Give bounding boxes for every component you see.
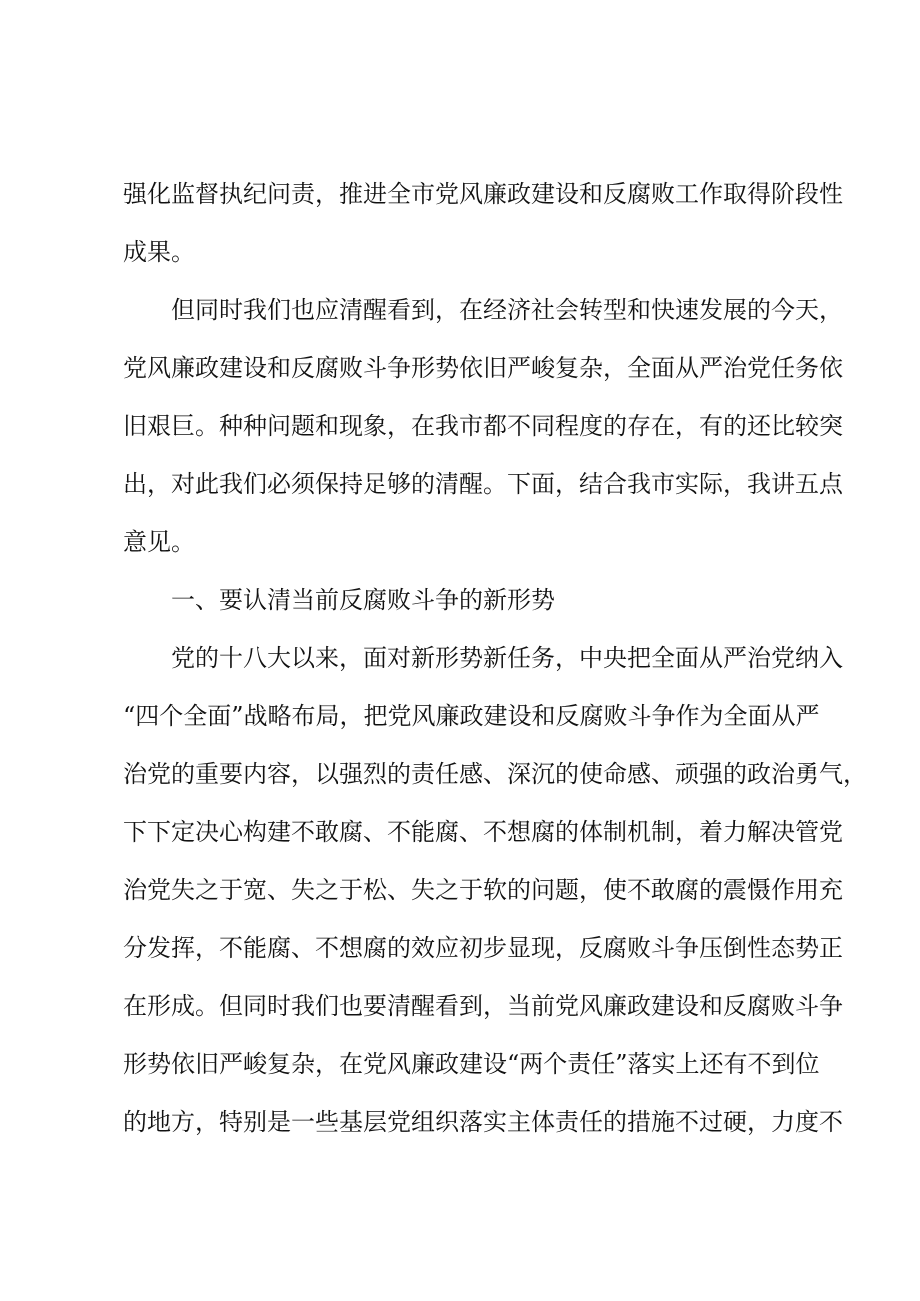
text-line: 下下定决心构建不敢腐、不能腐、不想腐的体制机制，着力解决管党 bbox=[123, 818, 843, 846]
text-line: 旧艰巨。种种问题和现象，在我市都不同程度的存在，有的还比较突 bbox=[123, 412, 843, 440]
text-line: 意见。 bbox=[123, 528, 195, 556]
paragraph-first-line: 党的十八大以来，面对新形势新任务，中央把全面从严治党纳入 bbox=[171, 644, 843, 672]
paragraph-first-line: 但同时我们也应清醒看到，在经济社会转型和快速发展的今天， bbox=[171, 296, 843, 324]
text-line: 分发挥，不能腐、不想腐的效应初步显现，反腐败斗争压倒性态势正 bbox=[123, 934, 843, 962]
text-line: 强化监督执纪问责，推进全市党风廉政建设和反腐败工作取得阶段性 bbox=[123, 180, 843, 208]
text-line: 党风廉政建设和反腐败斗争形势依旧严峻复杂，全面从严治党任务依 bbox=[123, 354, 843, 382]
text-line: 治党的重要内容，以强烈的责任感、深沉的使命感、顽强的政治勇气， bbox=[123, 760, 867, 788]
text-line: “四个全面”战略布局，把党风廉政建设和反腐败斗争作为全面从严 bbox=[123, 702, 820, 730]
text-line: 形势依旧严峻复杂，在党风廉政建设“两个责任”落实上还有不到位 bbox=[123, 1050, 820, 1078]
text-line: 的地方，特别是一些基层党组织落实主体责任的措施不过硬，力度不 bbox=[123, 1108, 843, 1136]
document-body bbox=[123, 165, 867, 1151]
text-line: 治党失之于宽、失之于松、失之于软的问题，使不敢腐的震慑作用充 bbox=[123, 876, 843, 904]
text-line: 出，对此我们必须保持足够的清醒。下面，结合我市实际，我讲五点 bbox=[123, 470, 843, 498]
text-line: 在形成。但同时我们也要清醒看到，当前党风廉政建设和反腐败斗争 bbox=[123, 992, 843, 1020]
text-line: 成果。 bbox=[123, 238, 195, 266]
section-heading: 一、要认清当前反腐败斗争的新形势 bbox=[171, 586, 555, 614]
